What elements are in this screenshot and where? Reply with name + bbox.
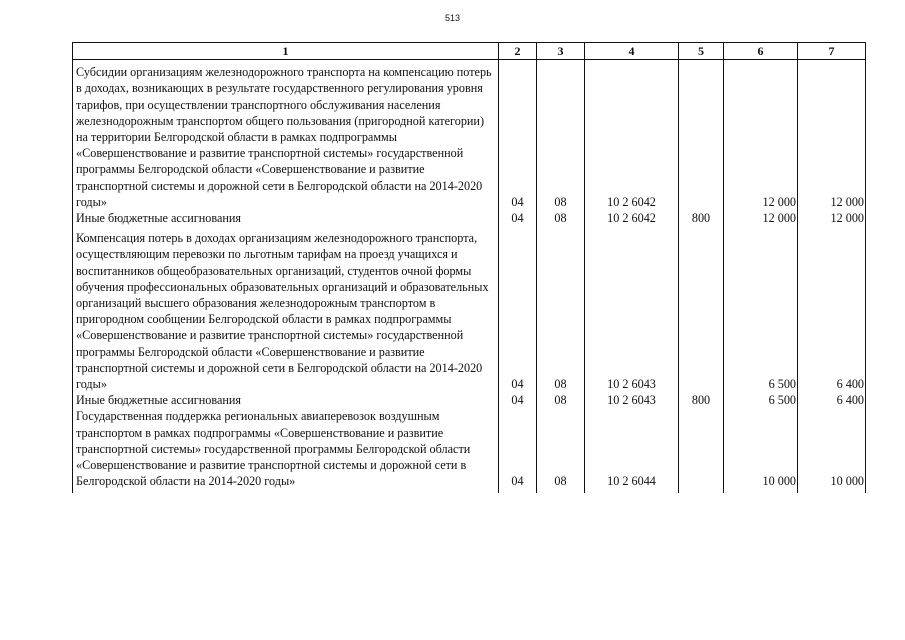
row-target-article: 10 2 6042 [585,210,679,226]
header-col-4: 4 [585,43,679,60]
row-subsection: 08 [537,210,585,226]
row-sum-year-2: 6 400 [798,392,866,408]
row-expense-type [679,408,724,489]
header-row [73,43,866,60]
header-col-3: 3 [537,43,585,60]
row-sum-year-1: 6 500 [724,230,798,392]
row-sum-year-2: 12 000 [798,210,866,226]
row-target-article: 10 2 6044 [585,408,679,489]
row-description: Иные бюджетные ассигнования [73,210,499,226]
header-col-7: 7 [798,43,866,60]
table-row [73,408,866,489]
row-target-article: 10 2 6042 [585,64,679,210]
row-description: Государственная поддержка региональных авиаперевозок воздушным транспортом в рамках подпрограммы «Совершенствование и развитие транспортной системы» государственной программы Белгородской области «Совершенствование и развитие транспортной системы и дорожной сети в Белгородской области на 2014-2020 годы» [73,408,499,489]
row-sum-year-1: 12 000 [724,210,798,226]
table-row [73,230,866,392]
row-sum-year-1: 6 500 [724,392,798,408]
spacer-row [73,489,866,493]
row-expense-type: 800 [679,210,724,226]
row-subsection: 08 [537,408,585,489]
row-sum-year-1: 12 000 [724,64,798,210]
row-section: 04 [499,230,537,392]
header-col-2: 2 [499,43,537,60]
header-col-1: 1 [73,43,499,60]
row-description: Компенсация потерь в доходах организациям железнодорожного транспорта, осуществляющим перевозки по льготным тарифам на проезд учащихся и воспитанников общеобразовательных организаций, студентов очной формы обучения профессиональных образовательных организаций и образовательных организаций высшего образования железнодорожным транспортом в пригородном сообщении Белгородской области в рамках подпрограммы «Совершенствование и развитие транспортной системы» государственной программы Белгородской области «Совершенствование и развитие транспортной системы и дорожной сети в Белгородской области на 2014-2020 годы» [73,230,499,392]
row-expense-type: 800 [679,392,724,408]
row-expense-type [679,230,724,392]
budget-table [72,42,866,493]
row-description: Иные бюджетные ассигнования [73,392,499,408]
row-target-article: 10 2 6043 [585,230,679,392]
row-subsection: 08 [537,392,585,408]
row-subsection: 08 [537,230,585,392]
row-description: Субсидии организациям железнодорожного транспорта на компенсацию потерь в доходах, возникающих в результате государственного регулирования уровня тарифов, при осуществлении транспортного обслуживания населения железнодорожным транспортом общего пользования (пригородной категории) на территории Белгородской области в рамках подпрограммы «Совершенствование и развитие транспортной системы» государственной программы Белгородской области «Совершенствование и развитие транспортной системы и дорожной сети в Белгородской области на 2014-2020 годы» [73,64,499,210]
table-row [73,210,866,226]
row-sum-year-1: 10 000 [724,408,798,489]
row-section: 04 [499,64,537,210]
row-expense-type [679,64,724,210]
row-section: 04 [499,392,537,408]
row-sum-year-2: 10 000 [798,408,866,489]
row-section: 04 [499,210,537,226]
header-col-5: 5 [679,43,724,60]
page-number: 513 [444,13,461,23]
row-section: 04 [499,408,537,489]
row-subsection: 08 [537,64,585,210]
header-col-6: 6 [724,43,798,60]
table-row [73,64,866,210]
row-target-article: 10 2 6043 [585,392,679,408]
row-sum-year-2: 6 400 [798,230,866,392]
table-row [73,392,866,408]
row-sum-year-2: 12 000 [798,64,866,210]
